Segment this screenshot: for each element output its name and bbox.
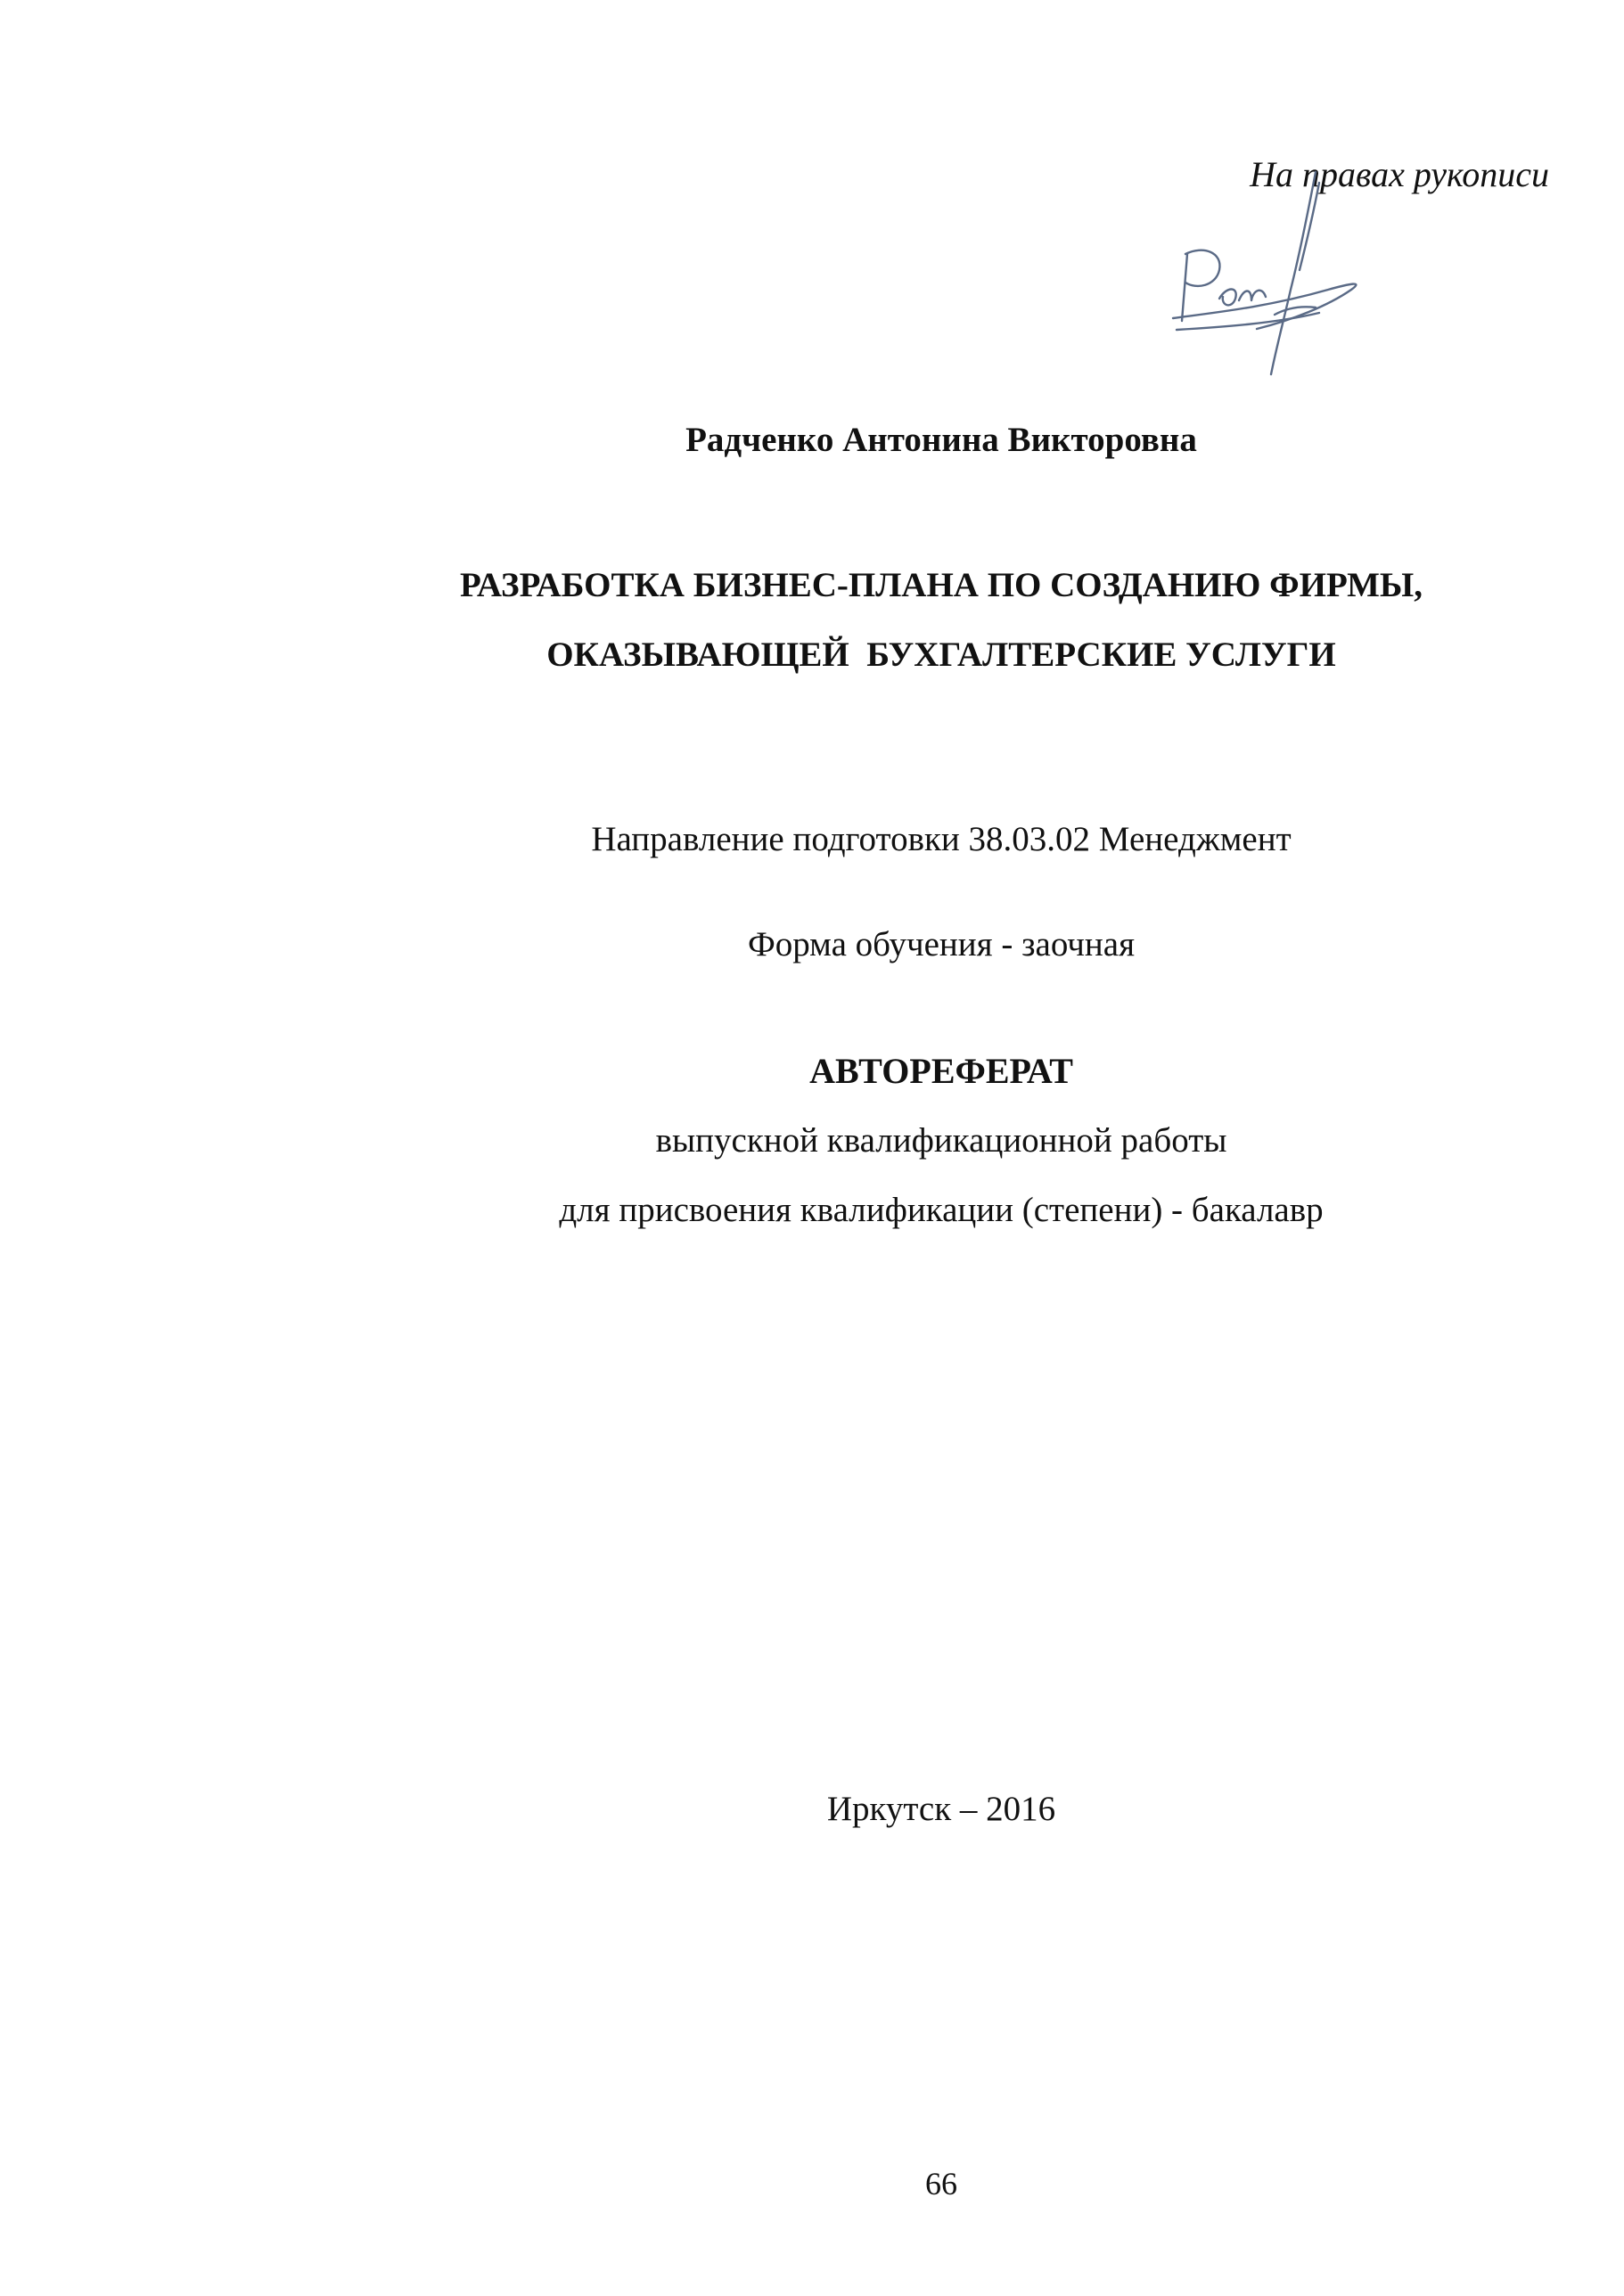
city-year: Иркутск – 2016 [826,1790,1056,1828]
document-description-line-2: для присвоения квалификации (степени) - бакалавр [559,1191,1324,1229]
thesis-title-line-1: РАЗРАБОТКА БИЗНЕС-ПЛАНА ПО СОЗДАНИЮ ФИРМЫ, [460,566,1423,604]
thesis-title [0,551,1624,690]
page-number: 66 [925,2166,957,2202]
thesis-title-line-2: ОКАЗЫВАЮЩЕЙ БУХГАЛТЕРСКИЕ УСЛУГИ [546,636,1336,674]
document-description-line-1: выпускной квалификационной работы [655,1121,1227,1160]
study-direction: Направление подготовки 38.03.02 Менеджмент [591,820,1292,858]
study-form: Форма обучения - заочная [747,925,1136,964]
author-name: Радченко Антонина Викторовна [685,421,1197,459]
document-type-heading: АВТОРЕФЕРАТ [809,1051,1073,1091]
handwritten-signature [1141,156,1373,388]
manuscript-note: На правах рукописи [1250,154,1549,194]
